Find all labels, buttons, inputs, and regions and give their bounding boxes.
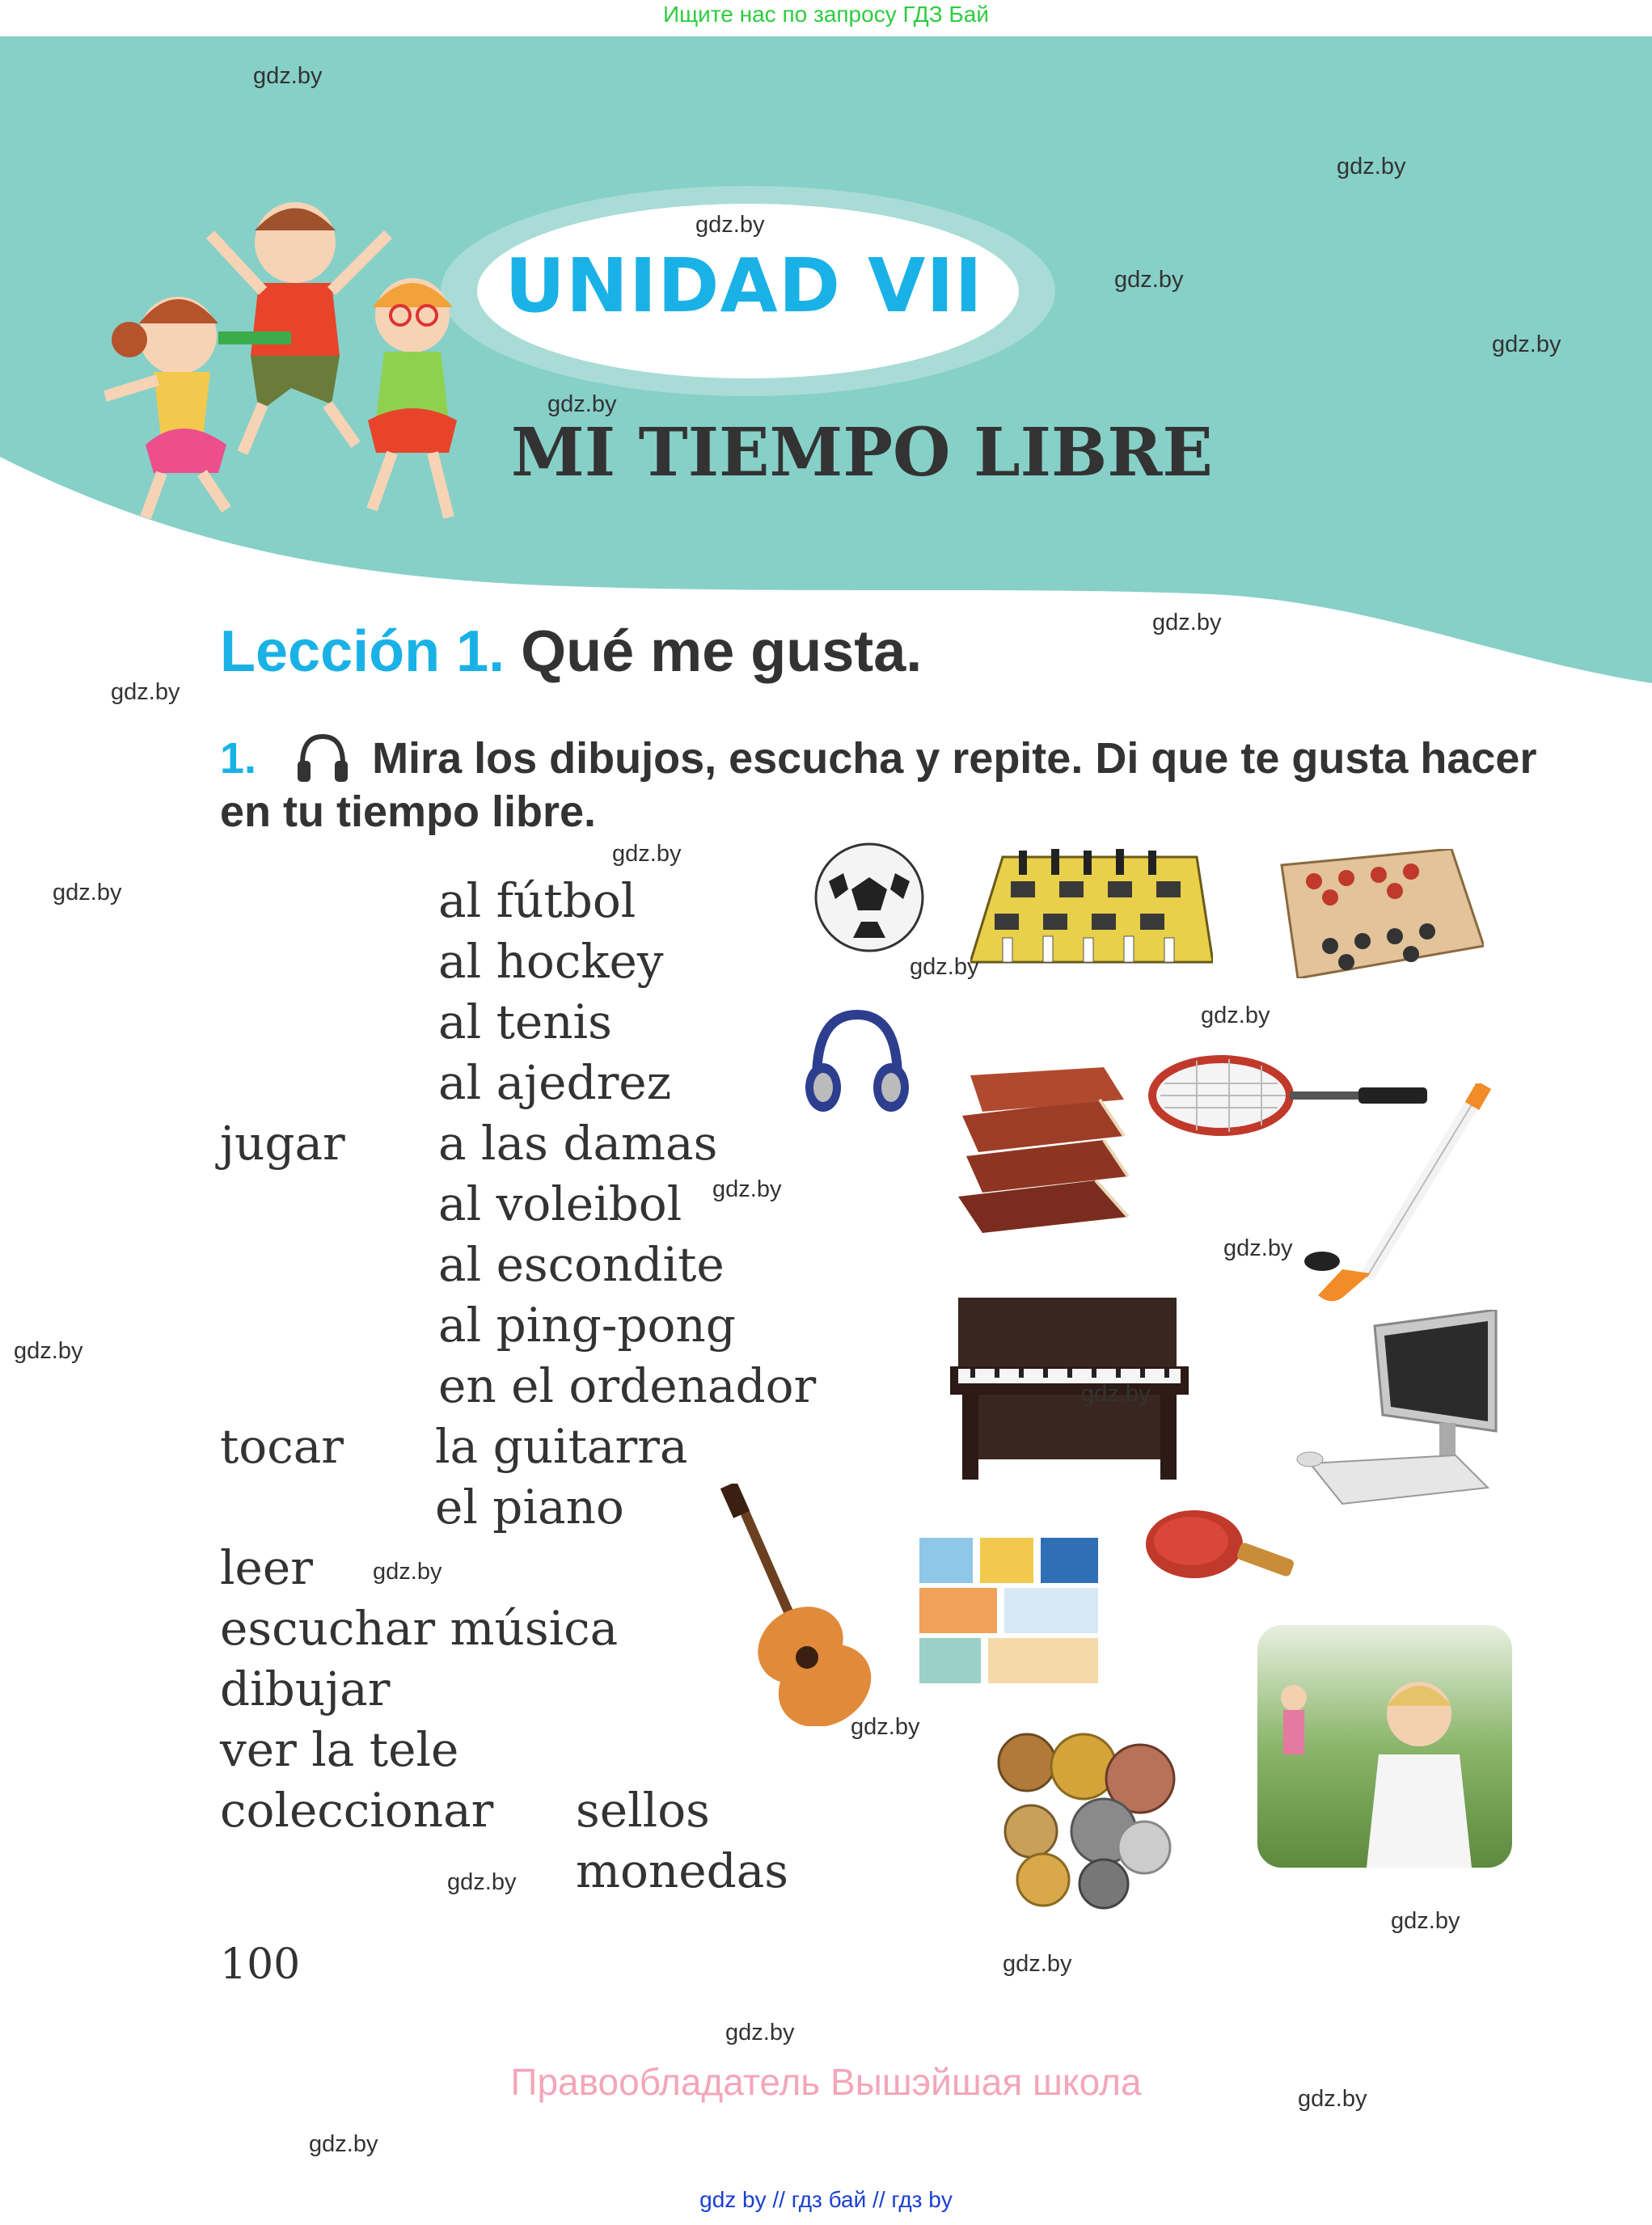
watermark: gdz.by [1492, 331, 1561, 357]
watermark: gdz.by [1223, 1235, 1293, 1261]
watermark: gdz.by [910, 954, 979, 980]
hockey-stick-picture [1294, 1083, 1496, 1310]
watermark: gdz.by [1152, 610, 1222, 635]
vocab-item: la guitarra [435, 1419, 688, 1474]
stamps-picture [918, 1536, 1104, 1686]
watermark: gdz.by [1391, 1908, 1460, 1934]
top-banner-text[interactable]: Ищите нас по запросу ГДЗ Бай [662, 2, 990, 27]
verb-ver: ver la tele [220, 1722, 459, 1777]
watermark: gdz.by [253, 63, 323, 89]
vocab-item: el piano [435, 1480, 624, 1535]
verb-leer: leer [220, 1540, 313, 1595]
verb-escuchar: escuchar música [220, 1601, 619, 1656]
vocab-item: al voleibol [438, 1176, 682, 1231]
page-number: 100 [220, 1940, 301, 1989]
chess-board-picture [970, 849, 1213, 970]
watermark: gdz.by [695, 212, 765, 238]
vocab-item: al ping-pong [438, 1298, 736, 1353]
vocab-item: al escondite [438, 1237, 725, 1292]
rights-holder-text: Правообладатель Вышэйшая школа [510, 2061, 1142, 2103]
exercise-instruction-block [220, 732, 1546, 838]
watermark: gdz.by [712, 1176, 782, 1202]
verb-coleccionar: coleccionar [220, 1783, 494, 1838]
jumping-kids-illustration [89, 186, 509, 542]
watermark: gdz.by [14, 1338, 83, 1364]
vocab-item: en el ordenador [438, 1358, 817, 1413]
vocab-item: al hockey [438, 934, 664, 989]
lesson-number: Lección 1. [220, 619, 505, 684]
verb-dibujar: dibujar [220, 1661, 391, 1716]
coins-picture [982, 1718, 1185, 1912]
unit-subtitle: MI TIEMPO LIBRE [511, 414, 1213, 492]
watermark: gdz.by [1298, 2086, 1367, 2112]
headphones-picture [801, 1007, 914, 1120]
watermark: gdz.by [373, 1559, 442, 1585]
watermark: gdz.by [1337, 154, 1406, 179]
headphones-icon [294, 732, 351, 785]
soccer-ball-picture [813, 841, 926, 954]
vocab-item: al fútbol [438, 873, 636, 928]
vocab-item: al ajedrez [438, 1055, 672, 1110]
watermark: gdz.by [53, 880, 122, 906]
watermark: gdz.by [1081, 1381, 1151, 1407]
watermark: gdz.by [309, 2131, 378, 2157]
hide-and-seek-picture [1257, 1625, 1512, 1868]
computer-picture [1294, 1310, 1504, 1528]
watermark: gdz.by [111, 679, 180, 705]
footer-links[interactable]: gdz by // гдз бай // гдз by [699, 2187, 953, 2212]
verb-tocar: tocar [220, 1419, 344, 1474]
verb-jugar: jugar [220, 1116, 345, 1171]
lesson-heading [220, 619, 922, 685]
ping-pong-paddle-picture [1144, 1504, 1298, 1593]
watermark: gdz.by [1114, 267, 1184, 293]
vocab-item: a las damas [438, 1116, 718, 1171]
exercise-text: Mira los dibujos, escucha y repite. Di que te gusta hacer en tu tiempo libre. [220, 734, 1537, 836]
watermark: gdz.by [447, 1869, 517, 1895]
watermark: gdz.by [547, 391, 617, 417]
vocab-item: sellos [576, 1783, 710, 1838]
watermark: gdz.by [1003, 1951, 1072, 1977]
checkers-board-picture [1265, 849, 1484, 978]
exercise-number: 1. [220, 734, 257, 783]
vocab-item: monedas [576, 1843, 789, 1898]
unit-title: UNIDAD VII [505, 243, 983, 329]
watermark: gdz.by [612, 841, 682, 867]
watermark: gdz.by [725, 2020, 795, 2046]
guitar-picture [712, 1484, 873, 1726]
lesson-title: Qué me gusta. [521, 619, 923, 684]
books-picture [950, 1067, 1136, 1237]
watermark: gdz.by [1201, 1003, 1270, 1028]
watermark: gdz.by [851, 1714, 920, 1740]
piano-picture [950, 1290, 1193, 1484]
vocab-item: al tenis [438, 994, 612, 1049]
